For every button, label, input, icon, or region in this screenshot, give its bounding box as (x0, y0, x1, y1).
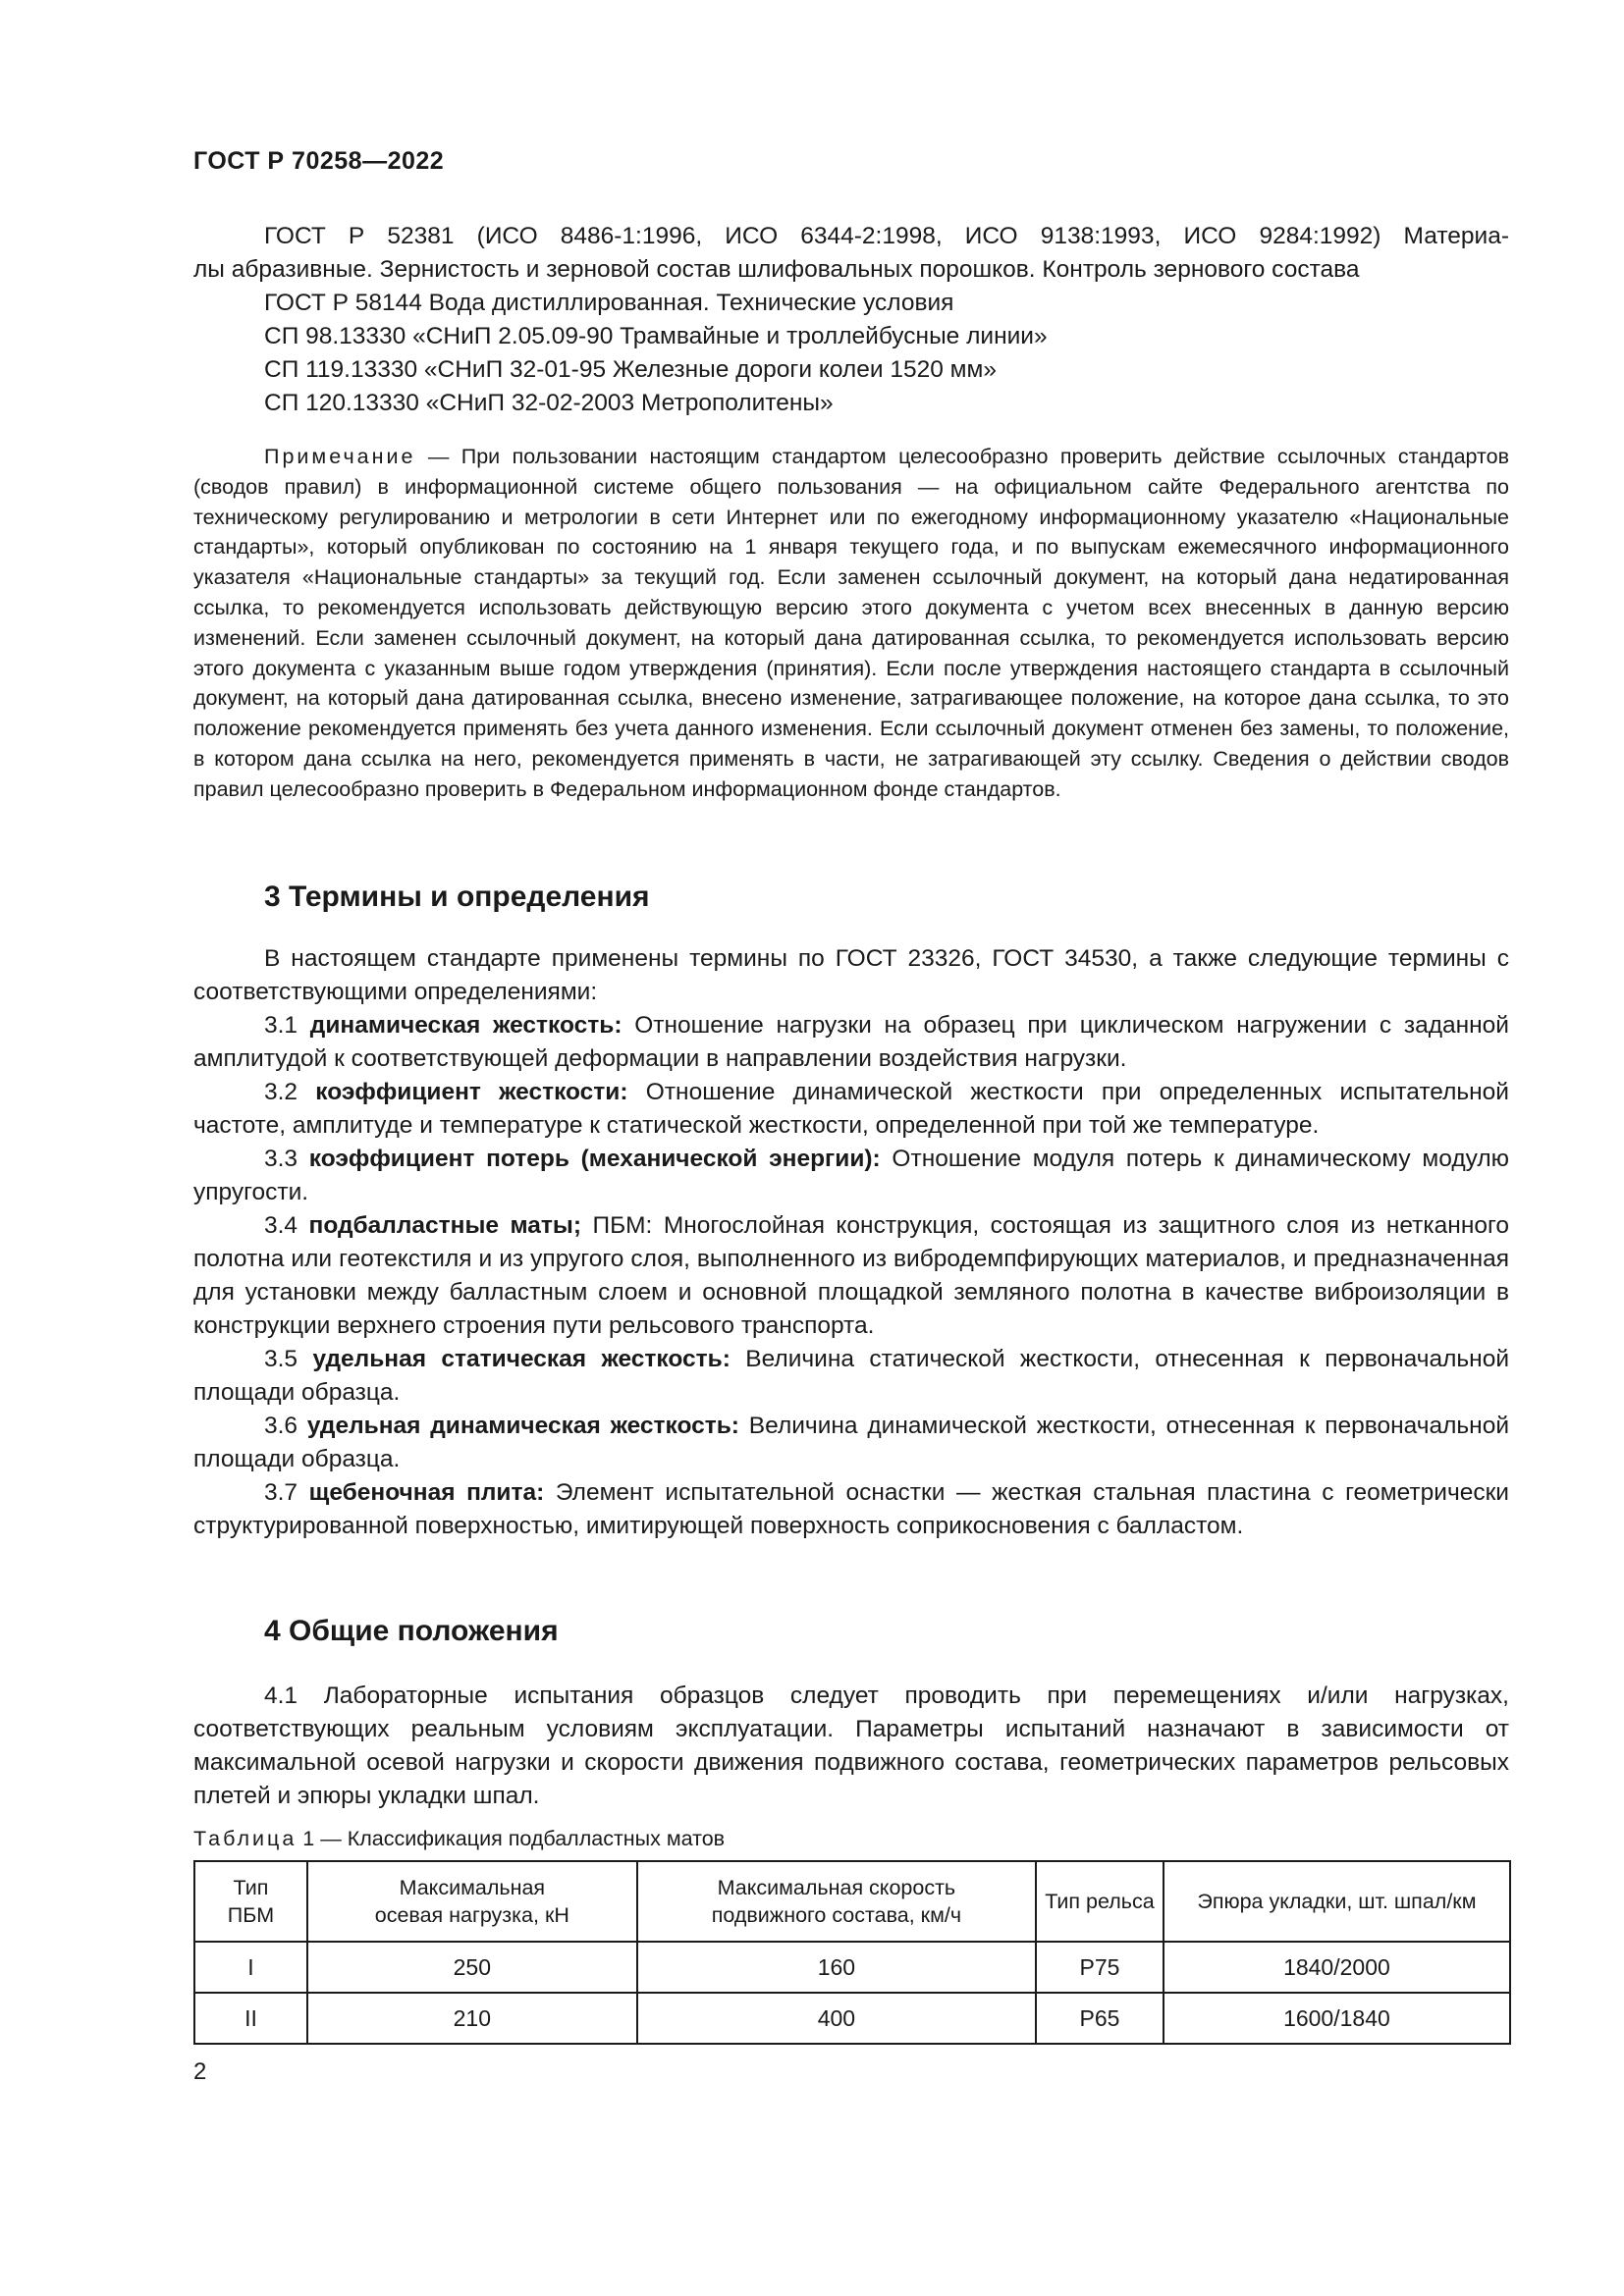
note-label: Примечание (264, 445, 416, 468)
term-number: 3.5 (264, 1346, 298, 1372)
term-def: ПБМ: Многослойная конструкция, состоящая из защитного слоя из нетканного полотна или геотекстиля и из упругого слоя, выполненного из вибродемпфирующих материалов, и предназначенная для установки между балластным слоем и основной площадкой земляного полотна в качестве виброизоляции в конструкции верхнего строения пути рельсового транспорта. (193, 1212, 1510, 1339)
note-text: — При пользовании настоящим стандартом целесообразно проверить действие ссылочных стандартов (сводов правил) в информационной системе общего пользования — на официальном сайте Федерального агентства по техническому регулированию и метрологии в сети Интернет или по ежегодному информационному указателю «Национальные стандарты», который опубликован по состоянию на 1 января текущего года, и по выпускам ежемесячного информационного указателя «Национальные стандарты» за текущий год. Если заменен ссылочный документ, на который дана недатированная ссылка, то рекомендуется использовать действующую версию этого документа с учетом всех внесенных в данную версию изменений. Если заменен ссылочный документ, на который дана датированная ссылка, то рекомендуется использовать версию этого документа с указанным выше годом утверждения (принятия). Если после утверждения настоящего стандарта в ссылочный документ, на который дана датированная ссылка, внесено изменение, затрагивающее положение, на которое дана ссылка, то это положение рекомендуется применять без учета данного изменения. Если ссылочный документ отменен без замены, то положение, в котором дана ссылка на него, рекомендуется применять в части, не затрагивающей эту ссылку. Сведения о действии сводов правил целесообразно проверить в Федеральном информационном фонде стандартов. (193, 445, 1509, 801)
header-cell: Тип рельса (1036, 1861, 1164, 1942)
section-4-title: 4 Общие положения (264, 1615, 559, 1647)
table-row (194, 1942, 1510, 1993)
reference-item: СП 98.13330 «СНиП 2.05.09-90 Трамвайные и троллейбусные линии» (264, 323, 1048, 349)
term-number: 3.7 (264, 1479, 298, 1506)
term-definition (193, 1143, 1509, 1209)
section-3-body (193, 942, 1509, 1543)
term-definition (193, 1476, 1509, 1543)
normative-references (193, 220, 1509, 420)
header-cell: Эпюра укладки, шт. шпал/км (1164, 1861, 1510, 1942)
table-cell: I (194, 1942, 307, 1993)
reference-item: СП 120.13330 «СНиП 32-02-2003 Метрополитены» (264, 390, 834, 416)
table-cell: 400 (637, 1993, 1036, 2044)
term-def: Отношение нагрузки на образец при циклическом нагружении с заданной амплитудой к соответствующей деформации в направлении воздействия нагрузки. (193, 1012, 1509, 1072)
reference-gost-52381-line2: лы абразивные. Зернистость и зерновой состав шлифовальных порошков. Контроль зернового состава (193, 256, 1360, 283)
term-number: 3.6 (264, 1413, 298, 1439)
term-number: 3.4 (264, 1212, 298, 1239)
term-def: Величина динамической жесткости, отнесенная к первоначальной площади образца. (193, 1413, 1510, 1472)
term-definition (193, 1076, 1509, 1143)
reference-item: СП 119.13330 «СНиП 32-01-95 Железные дороги колеи 1520 мм» (264, 356, 997, 383)
term-def: Отношение модуля потерь к динамическому модулю упругости. (193, 1146, 1509, 1205)
table-cell: Р75 (1036, 1942, 1164, 1993)
table-cell: 1600/1840 (1164, 1993, 1510, 2044)
reference-item: ГОСТ Р 58144 Вода дистиллированная. Технические условия (264, 290, 954, 316)
table-header-row (194, 1861, 1510, 1942)
table-cell: II (194, 1993, 307, 2044)
term-name: подбалластные маты; (308, 1212, 581, 1239)
term-definition (193, 1410, 1509, 1476)
term-definition (193, 1343, 1509, 1410)
page-number: 2 (193, 2058, 207, 2085)
table-caption-label: Таблица (193, 1827, 298, 1850)
term-name: коэффициент потерь (механической энергии): (308, 1146, 881, 1172)
term-def: Отношение динамической жесткости при определенных испытательной частоте, амплитуде и температуре к статической жесткости, определенной при той же температуре. (193, 1079, 1509, 1139)
term-name: удельная динамическая жесткость: (306, 1413, 739, 1439)
term-name: динамическая жесткость: (309, 1012, 623, 1039)
table-cell: Р65 (1036, 1993, 1164, 2044)
classification-table (193, 1860, 1511, 2045)
term-number: 3.2 (264, 1079, 298, 1105)
table-cell: 160 (637, 1942, 1036, 1993)
table-caption-text: 1 — Классификация подбалластных матов (297, 1827, 726, 1850)
note-block (193, 442, 1509, 805)
section-3-title: 3 Термины и определения (264, 881, 650, 913)
header-cell: Тип ПБМ (194, 1861, 307, 1942)
table-row (194, 1993, 1510, 2044)
term-definition (193, 1209, 1509, 1343)
table-cell: 250 (307, 1942, 637, 1993)
section-4-body (193, 1680, 1509, 1813)
header-cell: Максимальная осевая нагрузка, кН (307, 1861, 637, 1942)
table-caption (193, 1827, 725, 1851)
document-header: ГОСТ Р 70258—2022 (193, 147, 445, 175)
term-name: коэффициент жесткости: (315, 1079, 628, 1105)
term-number: 3.3 (264, 1146, 298, 1172)
paragraph-4-1: 4.1 Лабораторные испытания образцов следует проводить при перемещениях и/или нагрузках, соответствующих реальным условиям эксплуатации. Параметры испытаний назначают в зависимости от максимальной осевой нагрузки и скорости движения подвижного состава, геометрических параметров рельсовых плетей и эпюры укладки шпал. (193, 1682, 1509, 1809)
reference-gost-52381-line1: ГОСТ Р 52381 (ИСО 8486-1:1996, ИСО 6344-2:1998, ИСО 9138:1993, ИСО 9284:1992) Материа- (264, 223, 1509, 249)
header-cell: Максимальная скорость подвижного состава, км/ч (637, 1861, 1036, 1942)
table-cell: 1840/2000 (1164, 1942, 1510, 1993)
term-name: щебеночная плита: (308, 1479, 545, 1506)
term-definition (193, 1009, 1509, 1076)
table-cell: 210 (307, 1993, 637, 2044)
term-def: Величина статической жесткости, отнесенная к первоначальной площади образца. (193, 1346, 1510, 1406)
term-number: 3.1 (264, 1012, 298, 1039)
term-def: Элемент испытательной оснастки — жесткая стальная пластина с геометрически структурированной поверхностью, имитирующей поверхность соприкосновения с балластом. (193, 1479, 1509, 1539)
section-3-intro: В настоящем стандарте применены термины по ГОСТ 23326, ГОСТ 34530, а также следующие термины с соответствующими определениями: (193, 945, 1509, 1005)
term-name: удельная статическая жесткость: (312, 1346, 731, 1372)
